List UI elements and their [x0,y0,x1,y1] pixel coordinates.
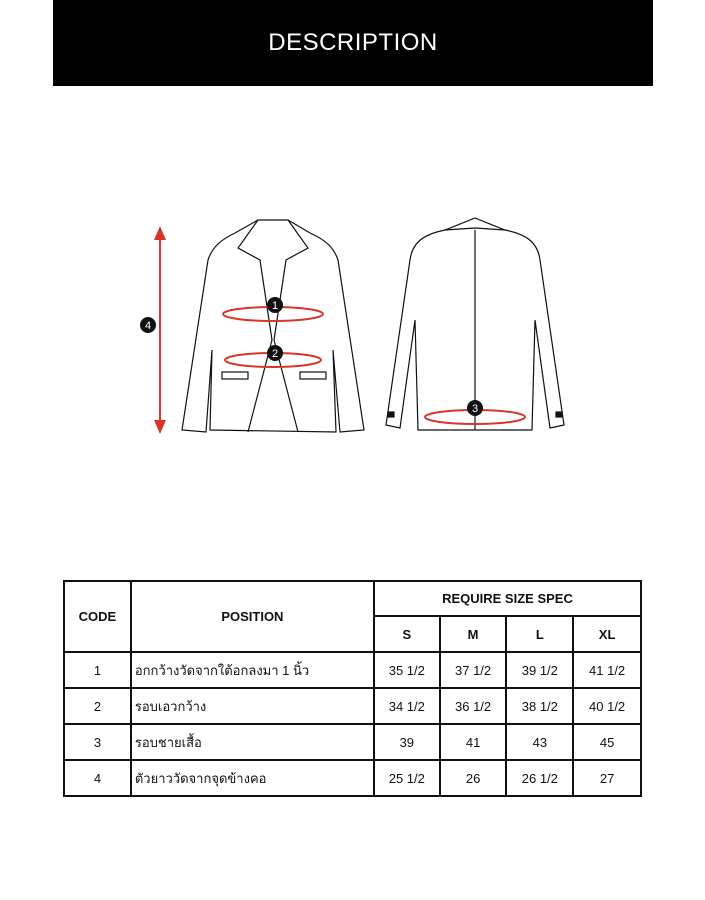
row-value-xl: 40 1/2 [573,688,641,724]
jacket-front-drawing [182,220,364,432]
row-position: ตัวยาววัดจากจุดข้างคอ [131,760,374,796]
jacket-measurement-illustration [120,200,590,450]
row-value-l: 38 1/2 [506,688,573,724]
row-value-m: 41 [440,724,507,760]
row-position: รอบชายเสื้อ [131,724,374,760]
row-value-s: 25 1/2 [374,760,440,796]
row-value-xl: 45 [573,724,641,760]
row-position: รอบเอวกว้าง [131,688,374,724]
row-value-s: 35 1/2 [374,652,440,688]
length-arrow [140,226,166,434]
marker-1-label: 1 [271,300,279,312]
header-require-size-spec: REQUIRE SIZE SPEC [374,581,641,616]
row-value-m: 36 1/2 [440,688,507,724]
marker-2-label: 2 [271,348,279,360]
row-code: 1 [64,652,131,688]
marker-3-label: 3 [471,403,479,415]
header-code: CODE [64,581,131,652]
header-size-xl: XL [573,616,641,652]
header-size-s: S [374,616,440,652]
description-header [53,0,653,86]
table-row [64,760,641,796]
row-value-m: 26 [440,760,507,796]
row-code: 2 [64,688,131,724]
table-row [64,724,641,760]
waist-measurement [225,345,321,367]
row-value-m: 37 1/2 [440,652,507,688]
marker-4-label: 4 [144,320,152,332]
row-value-s: 39 [374,724,440,760]
header-position: POSITION [131,581,374,652]
row-value-l: 43 [506,724,573,760]
header-title: DESCRIPTION [268,29,438,56]
row-value-l: 26 1/2 [506,760,573,796]
table-row [64,688,641,724]
header-size-l: L [506,616,573,652]
size-spec-table [63,580,642,797]
row-value-xl: 27 [573,760,641,796]
table-row [64,652,641,688]
row-value-l: 39 1/2 [506,652,573,688]
chest-measurement [223,297,323,321]
row-code: 4 [64,760,131,796]
header-size-m: M [440,616,507,652]
row-value-xl: 41 1/2 [573,652,641,688]
jacket-back-drawing [386,218,564,430]
row-position: อกกว้างวัดจากใต้อกลงมา 1 นิ้ว [131,652,374,688]
row-value-s: 34 1/2 [374,688,440,724]
row-code: 3 [64,724,131,760]
